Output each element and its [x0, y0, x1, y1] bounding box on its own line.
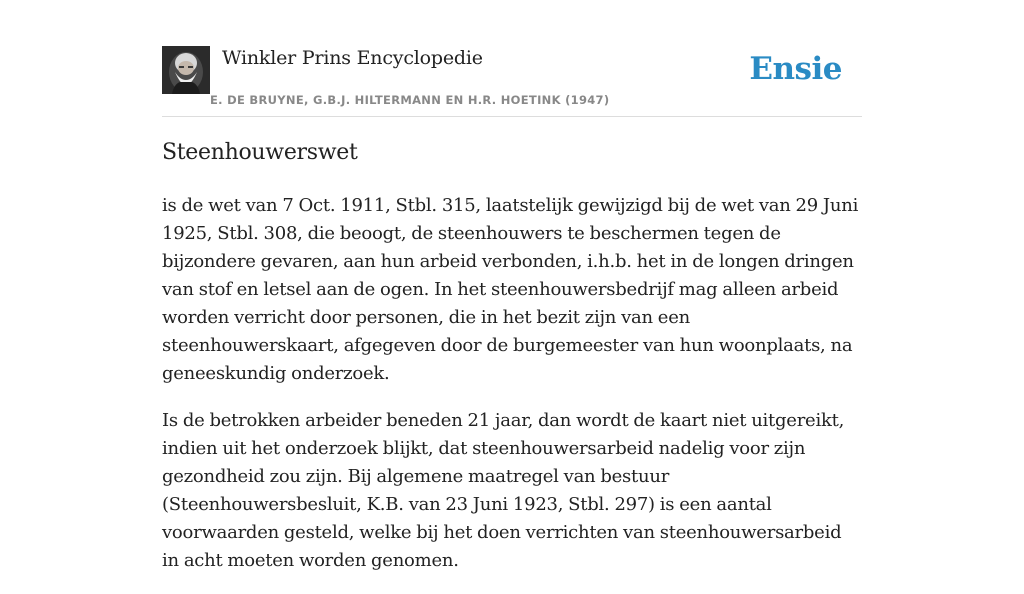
- article-title: Steenhouwerswet: [162, 140, 358, 165]
- article-body: [162, 192, 862, 594]
- authors-line: E. DE BRUYNE, G.B.J. HILTERMANN EN H.R. HOETINK (1947): [210, 93, 610, 107]
- publication-title[interactable]: Winkler Prins Encyclopedie: [222, 47, 483, 69]
- paragraph: is de wet van 7 Oct. 1911, Stbl. 315, laatstelijk gewijzigd bij de wet van 29 Juni 1925, Stbl. 308, die beoogt, de steenhouwers te beschermen tegen de bijzondere gevaren, aan hun arbeid verbonden, i.h.b. het in de longen dringen van stof en letsel aan de ogen. In het steenhouwersbedrijf mag alleen arbeid worden verricht door personen, die in het bezit zijn van een steenhouwerskaart, afgegeven door de burgemeester van hun woonplaats, na geneeskundig onderzoek.: [162, 195, 859, 384]
- publication-header: [162, 46, 862, 117]
- author-avatar[interactable]: [162, 46, 210, 94]
- brand-logo[interactable]: Ensie: [749, 51, 842, 87]
- paragraph: Is de betrokken arbeider beneden 21 jaar, dan wordt de kaart niet uitgereikt, indien uit het onderzoek blijkt, dat steenhouwersarbeid nadelig voor zijn gezondheid zou zijn. Bij algemene maatregel van bestuur (Steenhouwersbesluit, K.B. van 23 Juni 1923, Stbl. 297) is een aantal voorwaarden gesteld, welke bij het doen verrichten van steenhouwersarbeid in acht moeten worden genomen.: [162, 410, 845, 571]
- portrait-image: [162, 46, 210, 94]
